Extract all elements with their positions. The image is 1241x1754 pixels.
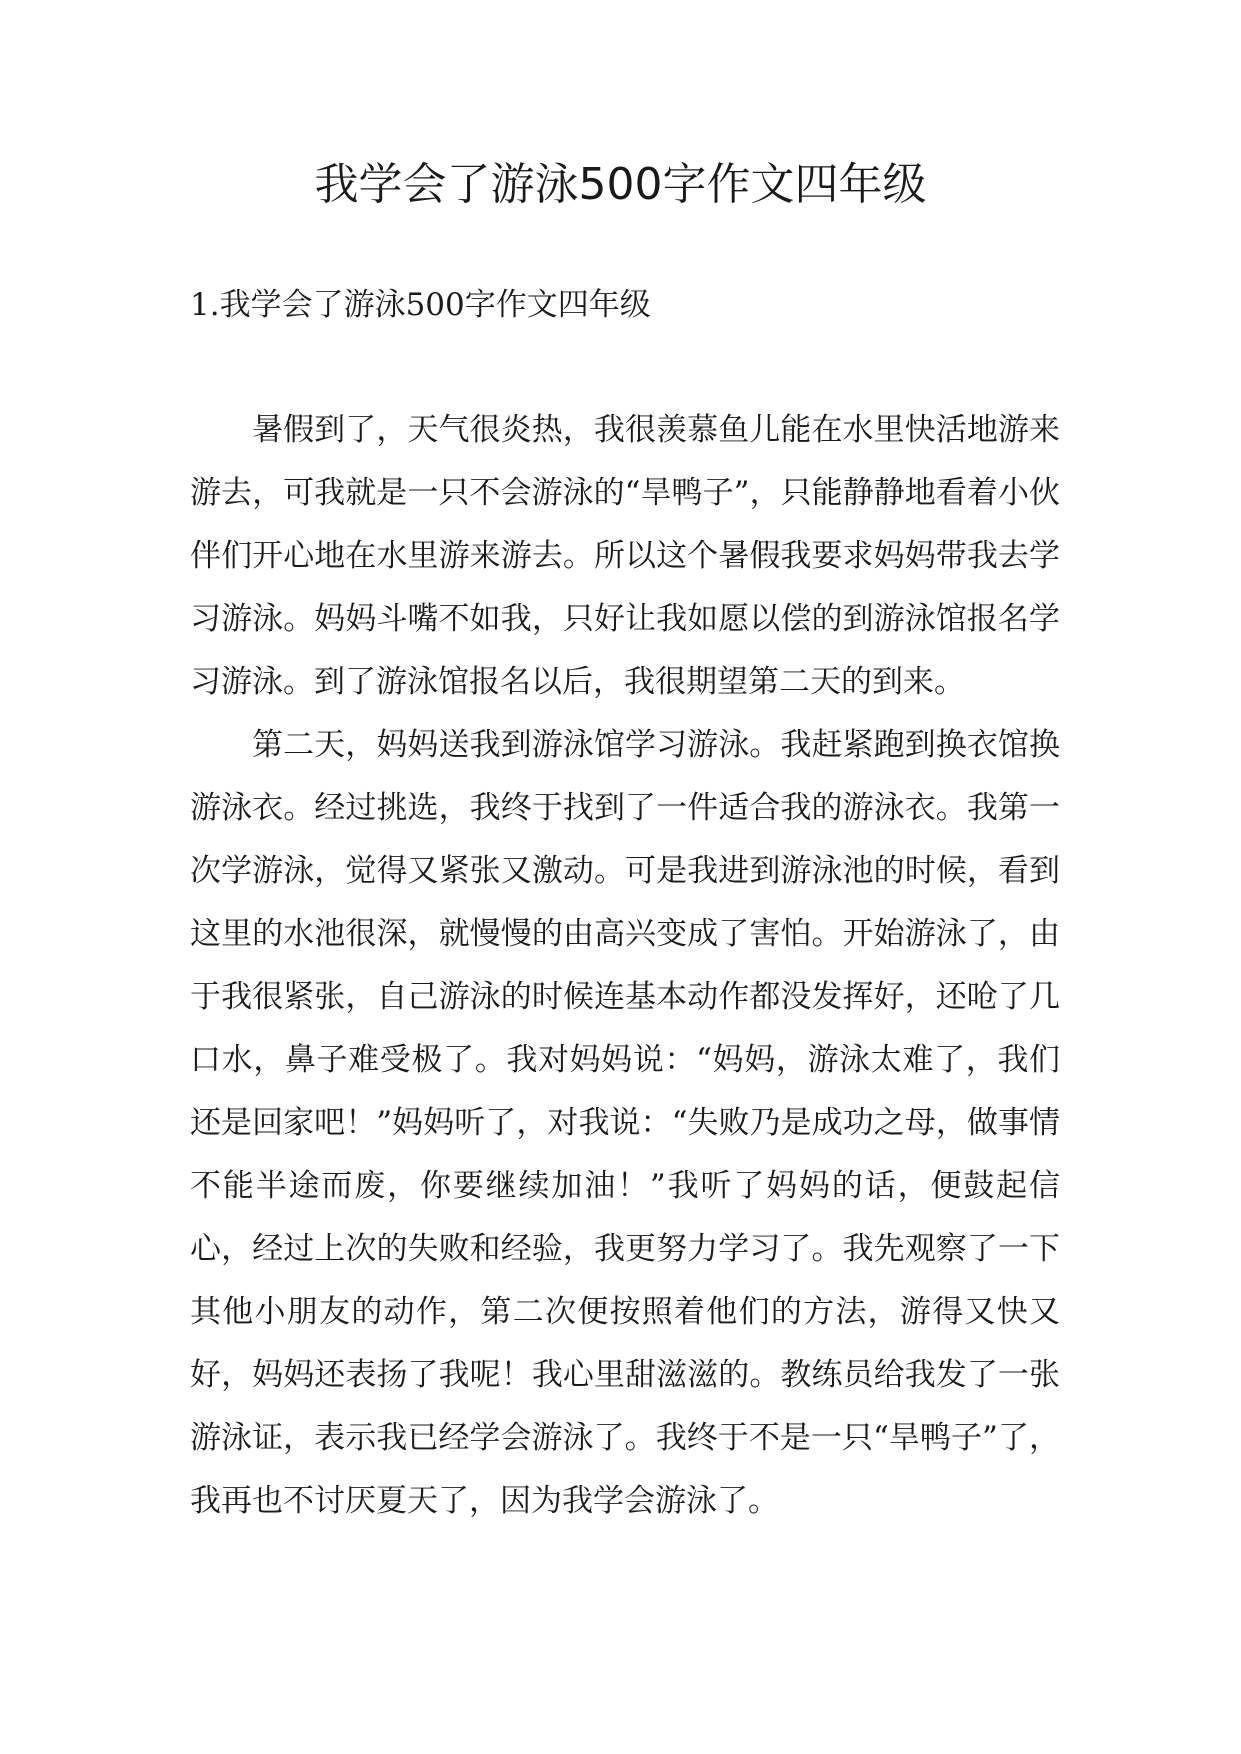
essay-body	[190, 399, 1060, 1533]
essay-paragraph: 暑假到了，天气很炎热，我很羡慕鱼儿能在水里快活地游来游去，可我就是一只不会游泳的“旱鸭子”，只能静静地看着小伙伴们开心地在水里游来游去。所以这个暑假我要求妈妈带我去学习游泳。妈妈斗嘴不如我，只好让我如愿以偿的到游泳馆报名学习游泳。到了游泳馆报名以后，我很期望第二天的到来。	[190, 412, 1060, 700]
document-title: 我学会了游泳500字作文四年级	[314, 159, 927, 210]
essay-paragraph: 第二天，妈妈送我到游泳馆学习游泳。我赶紧跑到换衣馆换游泳衣。经过挑选，我终于找到了一件适合我的游泳衣。我第一次学游泳，觉得又紧张又激动。可是我进到游泳池的时候，看到这里的水池很深，就慢慢的由高兴变成了害怕。开始游泳了，由于我很紧张，自己游泳的时候连基本动作都没发挥好，还呛了几口水，鼻子难受极了。我对妈妈说：“妈妈，游泳太难了，我们还是回家吧！”妈妈听了，对我说：“失败乃是成功之母，做事情不能半途而废，你要继续加油！”我听了妈妈的话，便鼓起信心，经过上次的失败和经验，我更努力学习了。我先观察了一下其他小朋友的动作，第二次便按照着他们的方法，游得又快又好，妈妈还表扬了我呢！我心里甜滋滋的。教练员给我发了一张游泳证，表示我已经学会游泳了。我终于不是一只“旱鸭子”了，我再也不讨厌夏天了，因为我学会游泳了。	[190, 727, 1060, 1519]
section-heading: 1.我学会了游泳500字作文四年级	[190, 287, 651, 323]
